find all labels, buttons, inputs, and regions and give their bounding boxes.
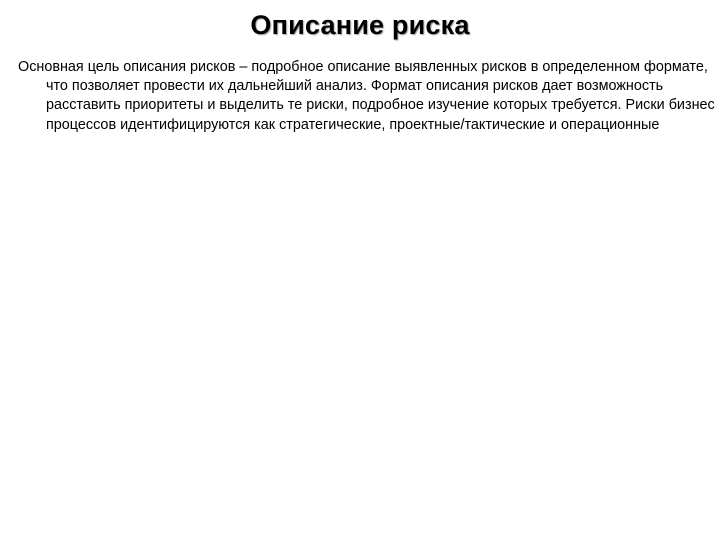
body-paragraph: Основная цель описания рисков – подробное описание выявленных рисков в определенном формате, что позволяет провести их дальнейший анализ. Формат описания рисков дает возможность расставить приоритеты и выделить те риски, подробное изучение которых требуется. Риски бизнес процессов идентифицируются как стратегические, проектные/тактические и операционные xyxy=(18,59,715,133)
slide-title: Описание риска xyxy=(250,10,470,40)
